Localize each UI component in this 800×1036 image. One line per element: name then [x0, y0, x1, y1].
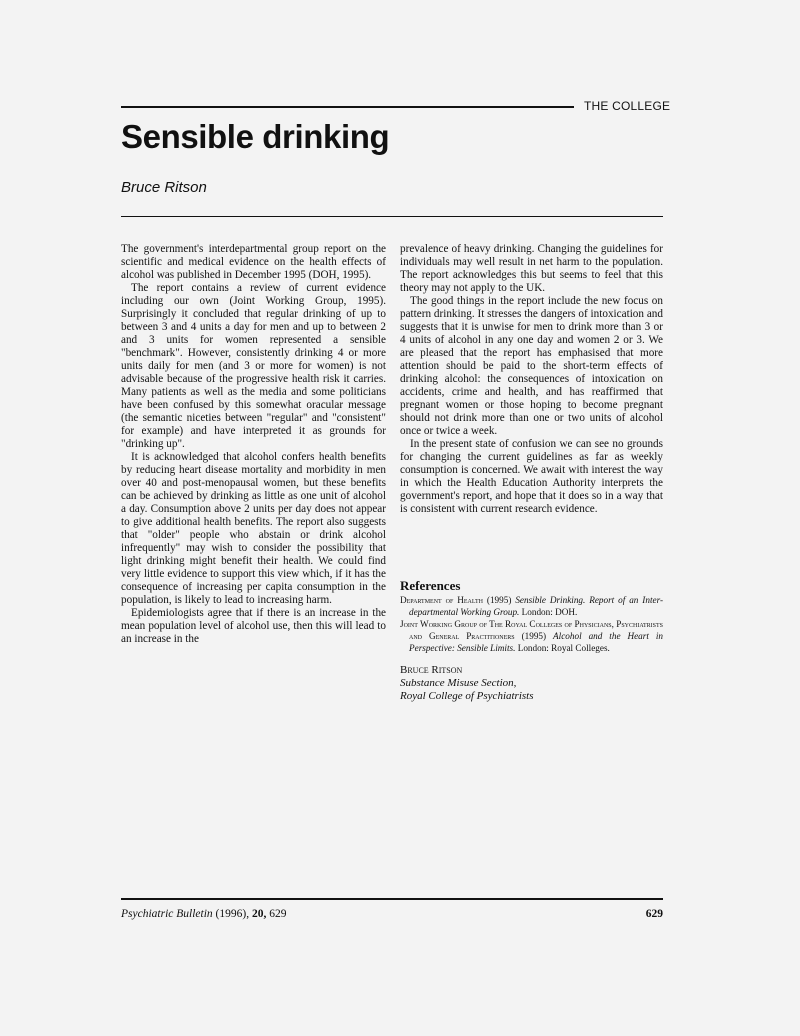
title-divider — [121, 216, 663, 217]
body-paragraph: In the present state of confusion we can see no grounds for changing the current guidelines as far as weekly consumption is concerned. We await with interest the way in which the Health Education Authority interprets the government's report, and hope that it does so in a way that is consistent with current research evidence. — [400, 438, 663, 515]
reference-work: Sensible Drinking. Report of an Inter-departmental Working Group. — [409, 595, 664, 617]
article-title: Sensible drinking — [121, 118, 390, 155]
footer-journal: Psychiatric Bulletin — [121, 908, 213, 920]
author-signature — [400, 664, 663, 703]
footer-rule — [121, 898, 663, 900]
reference-publisher: London: DOH. — [521, 607, 578, 617]
section-label: THE COLLEGE — [584, 99, 671, 113]
body-paragraph: It is acknowledged that alcohol confers health benefits by reducing heart disease mortality and morbidity in men over 40 and post-menopausal women, but these benefits can be achieved by drinking as little as one unit of alcohol a day. Consumption above 2 units per day does not appear to give additional health benefits. The report also suggests that "older" people who abstain or drink alcohol infrequently" may wish to consider the possibility that light drinking might benefit their health. We could find very little evidence to support this view which, if it has the consequence of increasing per capita consumption in the population, is likely to lead to increasing harm. — [121, 451, 386, 606]
signature-affiliation: Substance Misuse Section, — [400, 677, 517, 689]
body-paragraph: The government's interdepartmental group report on the scientific and medical evidence on the health effects of alcohol was published in December 1995 (DOH, 1995). — [121, 243, 386, 281]
body-paragraph: prevalence of heavy drinking. Changing the guidelines for individuals may well result in net harm to the population. The report acknowledges this but seems to feel that this theory may not apply to the UK. — [400, 243, 663, 294]
body-paragraph: The report contains a review of current evidence including our own (Joint Working Group, 1995). Surprisingly it concluded that regular drinking of up to between 3 and 4 units a day for men and up to between 2 and 3 units for women represented a sensible "benchmark". However, consistently drinking 4 or more units daily for men (and 3 or more for women) is not advisable because of the progressive health risk it carries. Many patients as well as the media and some politicians have been confused by this somewhat oracular message (the semantic niceties between "regular" and "consistent" for example) and have interpreted it as grounds for "drinking up". — [121, 282, 386, 450]
footer-pages: 629 — [269, 908, 287, 920]
reference-publisher: London: Royal Colleges. — [517, 643, 610, 653]
body-column-left — [121, 243, 386, 646]
footer-citation — [121, 908, 286, 920]
reference-authors: Joint Working Group of The Royal Colleges of Physicians, Psychiatrists and General Practitioners — [400, 619, 663, 641]
reference-work: Alcohol and the Heart in Perspective: Sensible Limits. — [409, 631, 663, 653]
footer-year: (1996), — [215, 908, 250, 920]
references-list — [400, 594, 663, 654]
reference-year: (1995) — [486, 595, 512, 605]
header-rule — [121, 106, 574, 108]
article-author: Bruce Ritson — [121, 179, 207, 196]
reference-item — [400, 594, 663, 618]
body-paragraph: Epidemiologists agree that if there is an increase in the mean population level of alcohol use, then this will lead to an increase in the — [121, 607, 386, 645]
signature-affiliation: Royal College of Psychiatrists — [400, 690, 534, 702]
page-number: 629 — [645, 908, 663, 920]
reference-year: (1995) — [521, 631, 547, 641]
references-heading: References — [400, 578, 461, 593]
body-column-right — [400, 243, 663, 516]
footer-volume: 20, — [251, 908, 267, 920]
reference-item — [400, 618, 663, 654]
body-paragraph: The good things in the report include the new focus on pattern drinking. It stresses the dangers of intoxication and suggests that it is unwise for men to drink more than 3 or 4 units of alcohol in any one day and women 2 or 3. We are pleased that the report has emphasised that more attention should be paid to the short-term effects of drinking alcohol: the consequences of intoxication on accidents, crime and health, and has reaffirmed that pregnant women or those hoping to become pregnant should not drink more than one or two units of alcohol once or twice a week. — [400, 295, 663, 437]
reference-authors: Department of Health — [400, 595, 483, 605]
signature-name: Bruce Ritson — [400, 664, 463, 676]
